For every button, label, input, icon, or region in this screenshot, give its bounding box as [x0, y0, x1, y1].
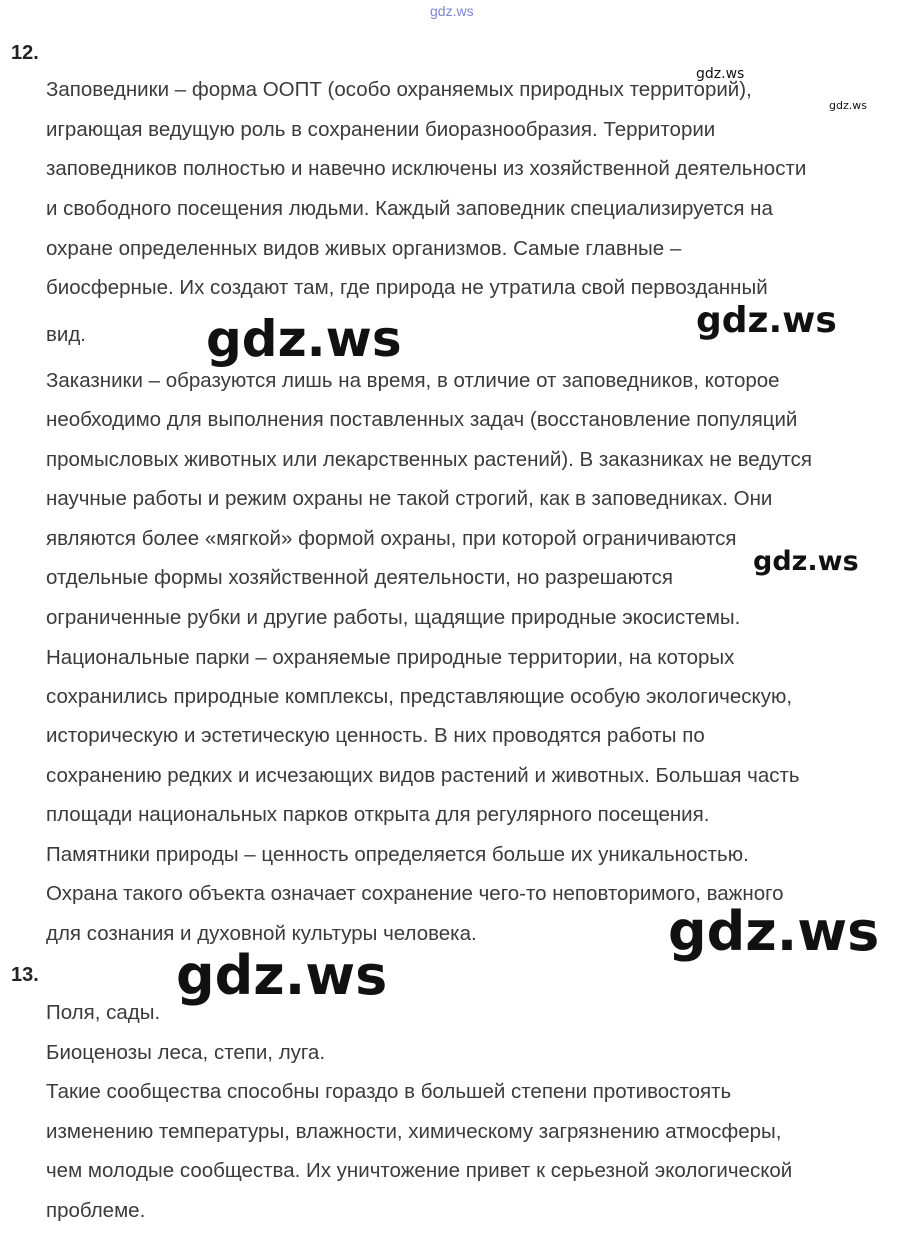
watermark-medium: gdz.ws — [753, 546, 859, 577]
task12-line: сохранению редких и исчезающих видов растений и животных. Большая часть — [46, 764, 800, 787]
task13-line: чем молодые сообщества. Их уничтожение привет к серьезной экологической — [46, 1159, 793, 1182]
task12-line: Заповедники – форма ООПТ (особо охраняемых природных территорий), — [46, 78, 752, 101]
watermark-small: gdz.ws — [696, 66, 745, 82]
task12-line: сохранились природные комплексы, представляющие особую экологическую, — [46, 685, 793, 708]
watermark-top: gdz.ws — [430, 3, 474, 19]
task12-line: играющая ведущую роль в сохранении биоразнообразия. Территории — [46, 118, 716, 141]
watermark-small: gdz.ws — [829, 99, 867, 112]
task12-line: Памятники природы – ценность определяется больше их уникальностью. — [46, 843, 749, 866]
task12-line: отдельные формы хозяйственной деятельности, но разрешаются — [46, 566, 674, 589]
task-number-12: 12. — [11, 42, 39, 64]
task12-line: охране определенных видов живых организмов. Самые главные – — [46, 237, 682, 260]
task12-line: являются более «мягкой» формой охраны, при которой ограничиваются — [46, 527, 737, 550]
task12-line: Заказники – образуются лишь на время, в отличие от заповедников, которое — [46, 369, 780, 392]
task12-line: для сознания и духовной культуры человека. — [46, 922, 477, 945]
task12-line: промысловых животных или лекарственных растений). В заказниках не ведутся — [46, 448, 812, 471]
task12-line: биосферные. Их создают там, где природа не утратила свой первозданный — [46, 276, 768, 299]
task13-line: Такие сообщества способны гораздо в большей степени противостоять — [46, 1080, 732, 1103]
watermark-large: gdz.ws — [668, 900, 880, 963]
task13-line: изменению температуры, влажности, химическому загрязнению атмосферы, — [46, 1120, 782, 1143]
task12-line: заповедников полностью и навечно исключены из хозяйственной деятельности — [46, 157, 807, 180]
task12-line: необходимо для выполнения поставленных задач (восстановление популяций — [46, 408, 798, 431]
task12-line: и свободного посещения людьми. Каждый заповедник специализируется на — [46, 197, 773, 220]
task13-line: Биоценозы леса, степи, луга. — [46, 1041, 326, 1064]
watermark-large: gdz.ws — [176, 944, 388, 1007]
task12-line: площади национальных парков открыта для регулярного посещения. — [46, 803, 710, 826]
watermark-large: gdz.ws — [696, 300, 837, 341]
task-number-13: 13. — [11, 964, 39, 986]
task13-line: Поля, сады. — [46, 1001, 161, 1024]
task12-line: Национальные парки – охраняемые природные территории, на которых — [46, 646, 735, 669]
task13-line: проблеме. — [46, 1199, 146, 1222]
task12-line: вид. — [46, 323, 86, 346]
task12-line: научные работы и режим охраны не такой строгий, как в заповедниках. Они — [46, 487, 773, 510]
watermark-large: gdz.ws — [206, 310, 402, 368]
task12-line: Охрана такого объекта означает сохранение чего-то неповторимого, важного — [46, 882, 784, 905]
task12-line: историческую и эстетическую ценность. В них проводятся работы по — [46, 724, 705, 747]
task12-line: ограниченные рубки и другие работы, щадящие природные экосистемы. — [46, 606, 741, 629]
